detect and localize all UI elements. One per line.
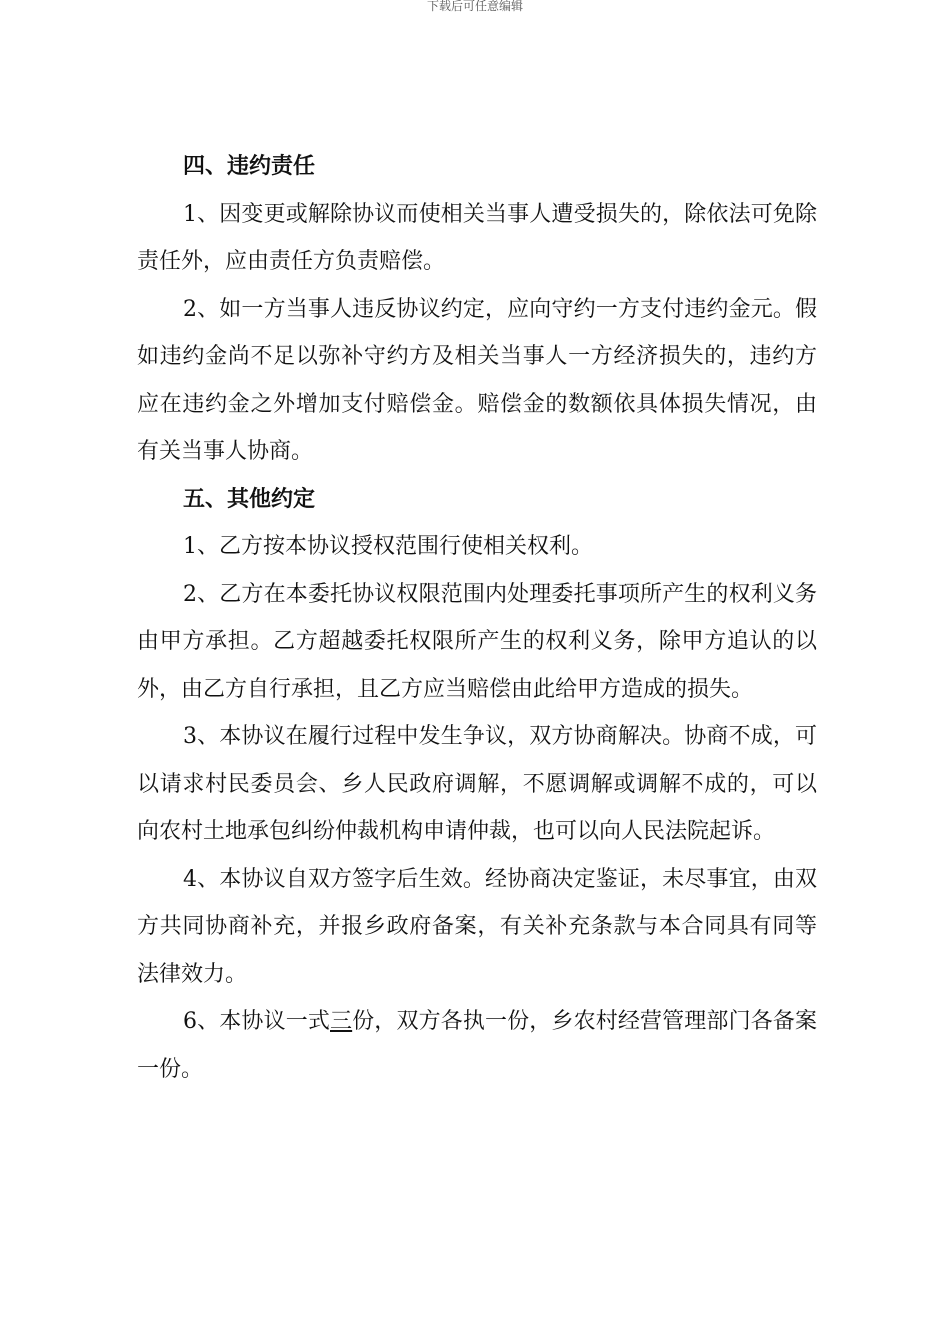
copies-text-before: 6、本协议一式 <box>183 1009 330 1034</box>
page-header-note: 下载后可任意编辑 <box>426 0 523 13</box>
section-title-other-terms: 五、其他约定 <box>183 486 316 512</box>
document-body <box>137 143 817 1093</box>
paragraph-copies <box>137 998 817 1093</box>
paragraph: 4、本协议自双方签字后生效。经协商决定鉴证，未尽事宜，由双方共同协商补充，并报乡政府备案，有关补充条款与本合同具有同等法律效力。 <box>137 866 817 987</box>
paragraph: 1、因变更或解除协议而使相关当事人遭受损失的，除依法可免除责任外，应由责任方负责赔偿。 <box>137 201 817 274</box>
paragraph: 2、如一方当事人违反协议约定，应向守约一方支付违约金元。假如违约金尚不足以弥补守约方及相关当事人一方经济损失的，违约方应在违约金之外增加支付赔偿金。赔偿金的数额依具体损失情况，由有关当事人协商。 <box>137 296 817 464</box>
section-title-breach-liability: 四、违约责任 <box>183 154 316 179</box>
paragraph: 2、乙方在本委托协议权限范围内处理委托事项所产生的权利义务由甲方承担。乙方超越委托权限所产生的权利义务，除甲方追认的以外，由乙方自行承担，且乙方应当赔偿由此给甲方造成的损失。 <box>137 581 817 702</box>
copies-text-after: 份，双方各执一份，乡农村经营管理部门各备案一份。 <box>137 1009 817 1082</box>
paragraph: 1、乙方按本协议授权范围行使相关权利。 <box>183 534 593 559</box>
paragraph: 3、本协议在履行过程中发生争议，双方协商解决。协商不成，可以请求村民委员会、乡人民政府调解，不愿调解或调解不成的，可以向农村土地承包纠纷仲裁机构申请仲裁，也可以向人民法院起诉。 <box>137 724 817 844</box>
copies-count-underlined: 三 <box>330 1009 353 1034</box>
